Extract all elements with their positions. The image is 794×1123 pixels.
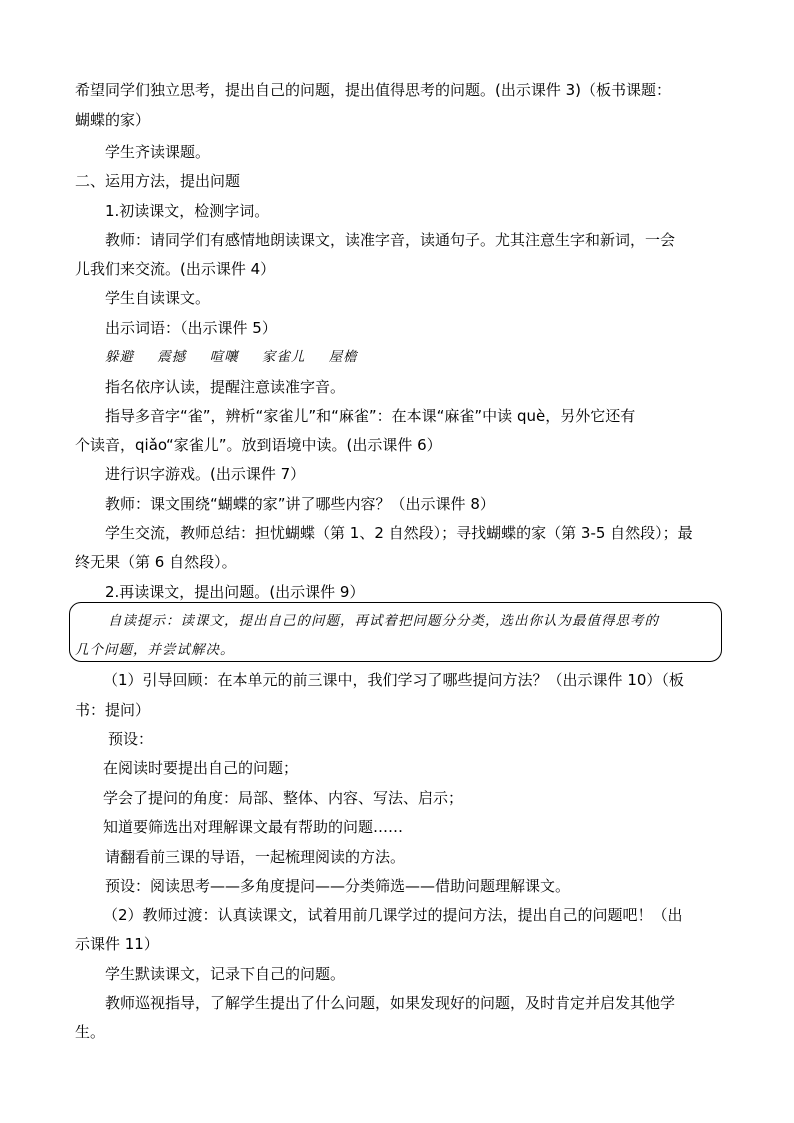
subsection-heading: 2.再读课文，提出问题。(出示课件 9） [105, 583, 365, 601]
paragraph-line: 个读音，qiǎo“家雀儿”。放到语境中读。(出示课件 6） [75, 436, 442, 454]
paragraph-line: 指名依序认读，提醒注意读准字音。 [105, 378, 346, 396]
paragraph-line: 儿我们来交流。(出示课件 4） [75, 260, 276, 278]
paragraph-line: 书：提问） [75, 701, 151, 719]
paragraph-line: 教师：请同学们有感情地朗读课文，读准字音，读通句子。尤其注意生字和新词，一会 [105, 231, 676, 249]
paragraph-line: 示课件 11） [75, 935, 159, 953]
paragraph-line: 学生交流，教师总结：担忧蝴蝶（第 1、2 自然段）；寻找蝴蝶的家（第 3-5 自然段）；最 [105, 524, 693, 542]
paragraph-line: （2）教师过渡：认真读课文，试着用前几课学过的提问方法，提出自己的问题吧！（出 [103, 906, 683, 924]
paragraph-line: 预设：阅读思考——多角度提问——分类筛选——借助问题理解课文。 [105, 877, 571, 895]
paragraph-line: 学会了提问的角度：局部、整体、内容、写法、启示； [103, 789, 464, 807]
vocab-word: 躲避 [105, 349, 134, 365]
paragraph-line: 指导多音字“雀”，辨析“家雀儿”和“麻雀”：在本课“麻雀”中读 què，另外它还有 [105, 407, 636, 425]
paragraph-line: 出示词语：（出示课件 5） [105, 319, 277, 337]
reading-tip-line: 自读提示：读课文，提出自己的问题，再试着把问题分分类，选出你认为最值得思考的 [108, 613, 659, 629]
paragraph-line: 学生齐读课题。 [105, 143, 211, 161]
paragraph-line: 希望同学们独立思考，提出自己的问题，提出值得思考的问题。(出示课件 3)（板书课题： [75, 81, 672, 99]
paragraph-line: 预设： [108, 730, 154, 748]
paragraph-line: 学生自读课文。 [105, 289, 211, 307]
paragraph-line: （1）引导回顾：在本单元的前三课中，我们学习了哪些提问方法？（出示课件 10）（板 [103, 671, 684, 689]
paragraph-line: 教师巡视指导，了解学生提出了什么问题，如果发现好的问题，及时肯定并启发其他学 [105, 994, 676, 1012]
vocab-word: 家雀儿 [261, 349, 306, 365]
paragraph-line: 教师：课文围绕“蝴蝶的家”讲了哪些内容？（出示课件 8） [105, 495, 495, 513]
vocabulary-list [105, 347, 376, 367]
subsection-heading: 1.初读课文，检测字词。 [105, 202, 270, 220]
vocab-word: 屋檐 [328, 349, 358, 365]
vocab-word: 震撼 [157, 349, 187, 365]
reading-tip-line: 几个问题，并尝试解决。 [75, 642, 235, 658]
paragraph-line: 请翻看前三课的导语，一起梳理阅读的方法。 [105, 848, 406, 866]
paragraph-line: 终无果（第 6 自然段）。 [75, 553, 237, 571]
paragraph-line: 蝴蝶的家） [75, 111, 151, 129]
paragraph-line: 学生默读课文，记录下自己的问题。 [105, 965, 346, 983]
vocab-word: 喧嚷 [209, 349, 239, 365]
section-heading: 二、运用方法，提出问题 [75, 172, 241, 190]
paragraph-line: 知道要筛选出对理解课文最有帮助的问题…… [103, 818, 404, 836]
paragraph-line: 进行识字游戏。(出示课件 7） [105, 465, 306, 483]
paragraph-line: 生。 [75, 1023, 106, 1041]
paragraph-line: 在阅读时要提出自己的问题； [103, 759, 299, 777]
